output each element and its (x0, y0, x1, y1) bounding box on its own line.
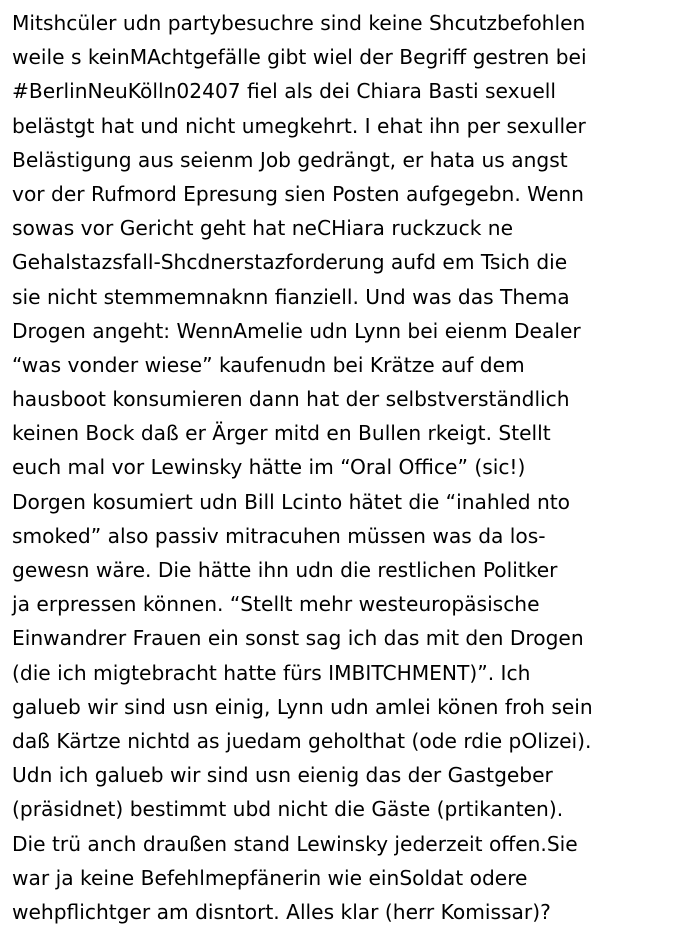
text-line: Dorgen kosumiert udn Bill Lcinto hätet die “inahled nto (12, 489, 571, 514)
text-line: keinen Bock daß er Ärger mitd en Bullen rkeigt. Stellt (12, 421, 551, 446)
text-line: Mitshcüler udn partybesuchre sind keine Shcutzbefohlen (12, 11, 586, 35)
text-line: (die ich migtebracht hatte fürs IMBITCHMENT)”. Ich (12, 660, 531, 685)
text-line: Belästigung aus seienm Job gedrängt, er hata us angst (12, 147, 568, 172)
text-line: #BerlinNeuKölln02407 fiel als dei Chiara Basti sexuell (12, 79, 556, 104)
text-line: Einwandrer Frauen ein sonst sag ich das mit den Drogen (12, 626, 584, 651)
text-line: euch mal vor Lewinsky hätte im “Oral Office” (sic!) (12, 455, 526, 480)
text-line: “was vonder wiese” kaufenudn bei Krätze auf dem (12, 352, 525, 377)
text-line: gewesn wäre. Die hätte ihn udn die restlichen Politker (12, 558, 558, 582)
text-line: galueb wir sind usn einig, Lynn udn amlei könen froh sein (12, 694, 593, 719)
text-line: belästgt hat und nicht umegkehrt. I ehat ihn per sexuller (12, 113, 586, 138)
text-line: weile s keinMAchtgefälle gibt wiel der Begriff gestren bei (12, 45, 587, 70)
text-line: ja erpressen können. “Stellt mehr westeuropäsische (12, 592, 540, 617)
body-text (12, 6, 680, 929)
text-line: hausboot konsumieren dann hat der selbstverständlich (12, 387, 570, 412)
text-line: daß Kärtze nichtd as juedam geholthat (ode rdie pOlizei). (12, 728, 592, 753)
text-line: Udn ich galueb wir sind usn eienig das der Gastgeber (12, 763, 553, 788)
text-line: vor der Rufmord Epresung sien Posten aufgegebn. Wenn (12, 181, 584, 206)
text-line: sowas vor Gericht geht hat neCHiara ruckzuck ne (12, 216, 514, 241)
text-line: Drogen angeht: WennAmelie udn Lynn bei eienm Dealer (12, 318, 581, 343)
text-line: (präsidnet) bestimmt ubd nicht die Gäste (prtikanten). (12, 797, 564, 822)
text-line: smoked” also passiv mitracuhen müssen was da los- (12, 523, 546, 548)
text-line: war ja keine Befehlmepfänerin wie einSoldat odere (12, 865, 528, 890)
text-line: sie nicht stemmemnaknn fianziell. Und was das Thema (12, 284, 570, 309)
text-line: wehpflichtger am disntort. Alles klar (herr Komissar)? (12, 899, 551, 924)
text-line: Die trü anch draußen stand Lewinsky jederzeit offen.Sie (12, 831, 578, 856)
text-line: Gehalstazsfall-Shcdnerstazforderung aufd em Tsich die (12, 250, 568, 275)
